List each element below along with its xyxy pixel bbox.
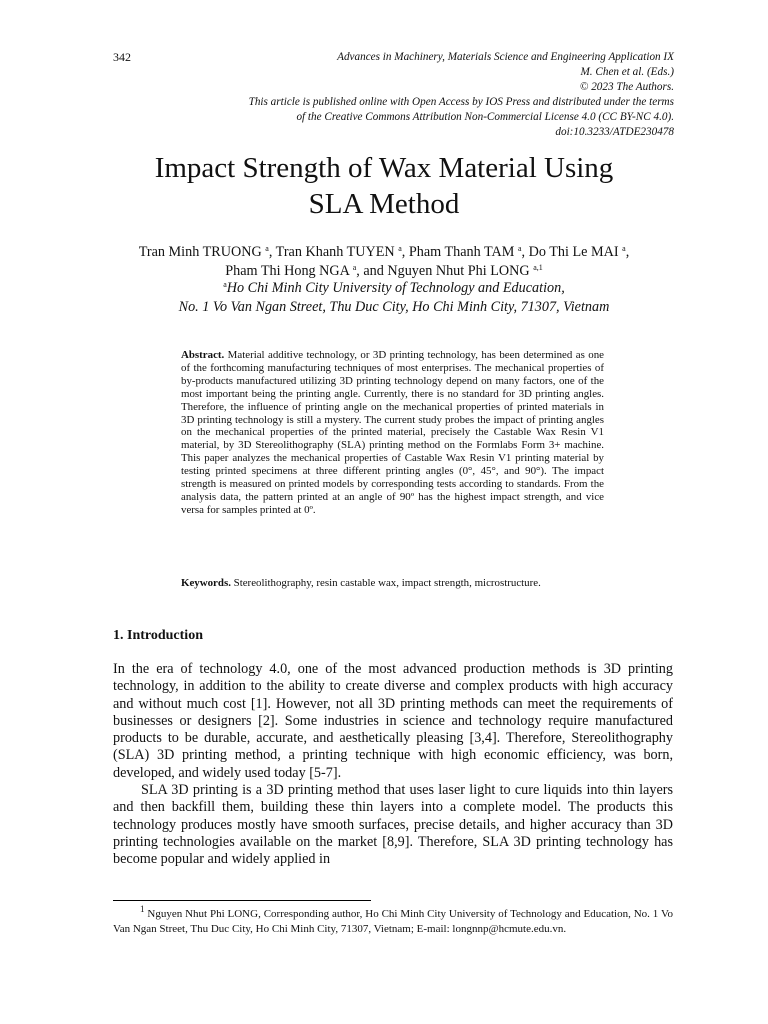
paragraph: In the era of technology 4.0, one of the most advanced production methods is 3D printing technology, in addition to the ability to create diverse and complex products with high accuracy and without much cost [1]. However, not all 3D printing methods can meet the requirements of businesses or designers [2]. Some industries in science and technology require manufactured products to be durable, accurate, and aesthetically pleasing [3,4]. Therefore, Stereolithography (SLA) 3D printing method, a printing technique with high economic efficiency, was born, developed, and widely used today [5-7]. (113, 661, 673, 781)
footnote (113, 904, 673, 937)
affiliation-text: Ho Chi Minh City University of Technology and Education, (226, 280, 565, 296)
author-name: , and Nguyen Nhut Phi LONG (356, 263, 534, 279)
section-heading: 1. Introduction (113, 628, 203, 643)
keywords (181, 577, 621, 590)
keywords-label: Keywords. (181, 577, 231, 589)
title-line-1: Impact Strength of Wax Material Using (154, 152, 614, 184)
abstract-label: Abstract. (181, 349, 225, 361)
affiliation-line-2: No. 1 Vo Van Ngan Street, Thu Duc City, Ho Chi Minh City, 71307, Vietnam (178, 299, 610, 315)
author-name: Pham Thi Hong NGA (225, 263, 353, 279)
abstract-text: Material additive technology, or 3D printing technology, has been determined as one of the forthcoming manufacturing techniques of most enterprises. The mechanical properties of by-products manufactured utilizing 3D printing technology depend on many factors, one of the most important being the printing angle. Currently, there is no standard for 3D printing angles. Therefore, the influence of printing angle on the mechanical properties of printed materials in 3D printing technology is still a mystery. The current study probes the impact of printing angles on the mechanical properties of the printed material, precisely the Castable Wax Resin V1 material, by 3D Stereolithography (SLA) printing method on the Formlabs Form 3+ machine. This paper analyzes the mechanical properties of Castable Wax Resin V1 printing material by testing printed specimens at three different printing angles (0°, 45°, and 90°). The impact strength is measured on printed models by corresponding tests according to standards. From the analysis data, the pattern printed at an angle of 90º has the highest impact strength, and vice versa for samples printed at 0º. (181, 349, 604, 516)
author-separator: , (625, 244, 630, 260)
page-number: 342 (113, 50, 131, 64)
author-affil-mark: a (398, 244, 402, 253)
header-line-editors: M. Chen et al. (Eds.) (580, 66, 674, 78)
author-affil-mark: a (352, 263, 357, 272)
body-text (113, 661, 673, 869)
footnote-rule (113, 900, 371, 901)
title-line-2: SLA Method (308, 188, 460, 220)
paragraph: SLA 3D printing is a 3D printing method that uses laser light to cure liquids into thin layers and then backfill them, building these thin layers into a complete model. The products this technology produces mostly have smooth surfaces, precise details, and higher accuracy than 3D printing technologies available on the market [8,9]. Therefore, SLA 3D printing technology has become popular and widely applied in (113, 782, 673, 868)
footnote-mark: 1 (140, 904, 145, 914)
author-name: , Do Thi Le MAI (521, 244, 623, 260)
author-affil-mark: a (517, 244, 522, 253)
header-line-journal: Advances in Machinery, Materials Science and Engineering Application IX (337, 51, 674, 63)
header-line-license-1: This article is published online with Open Access by IOS Press and distributed under the terms (248, 96, 674, 108)
footnote-text: Nguyen Nhut Phi LONG, Corresponding author, Ho Chi Minh City University of Technology and Education, No. 1 Vo Van Ngan Street, Thu Duc City, Ho Chi Minh City, 71307, Vietnam; E-mail: longnnp@hcmute.edu.vn. (113, 908, 673, 935)
author-name: , Pham Thanh TAM (401, 244, 518, 260)
author-affil-mark: a,1 (533, 263, 543, 272)
affiliation-line-1 (0, 279, 768, 298)
author-list (0, 243, 768, 281)
author-line-1 (0, 243, 768, 262)
author-affil-mark: a (622, 244, 626, 253)
author-name: Tran Minh TRUONG (138, 244, 266, 260)
affiliation (0, 279, 768, 317)
author-name: , Tran Khanh TUYEN (268, 244, 399, 260)
affiliation-mark: a (223, 280, 227, 289)
header-line-license-2: of the Creative Commons Attribution Non-Commercial License 4.0 (CC BY-NC 4.0). (296, 111, 674, 123)
keywords-text: Stereolithography, resin castable wax, impact strength, microstructure. (230, 577, 541, 589)
header-line-doi: doi:10.3233/ATDE230478 (555, 126, 674, 138)
journal-header (249, 50, 674, 140)
author-affil-mark: a (265, 244, 269, 253)
abstract (181, 349, 604, 517)
header-line-copyright: © 2023 The Authors. (579, 81, 674, 93)
paper-title (0, 150, 768, 222)
